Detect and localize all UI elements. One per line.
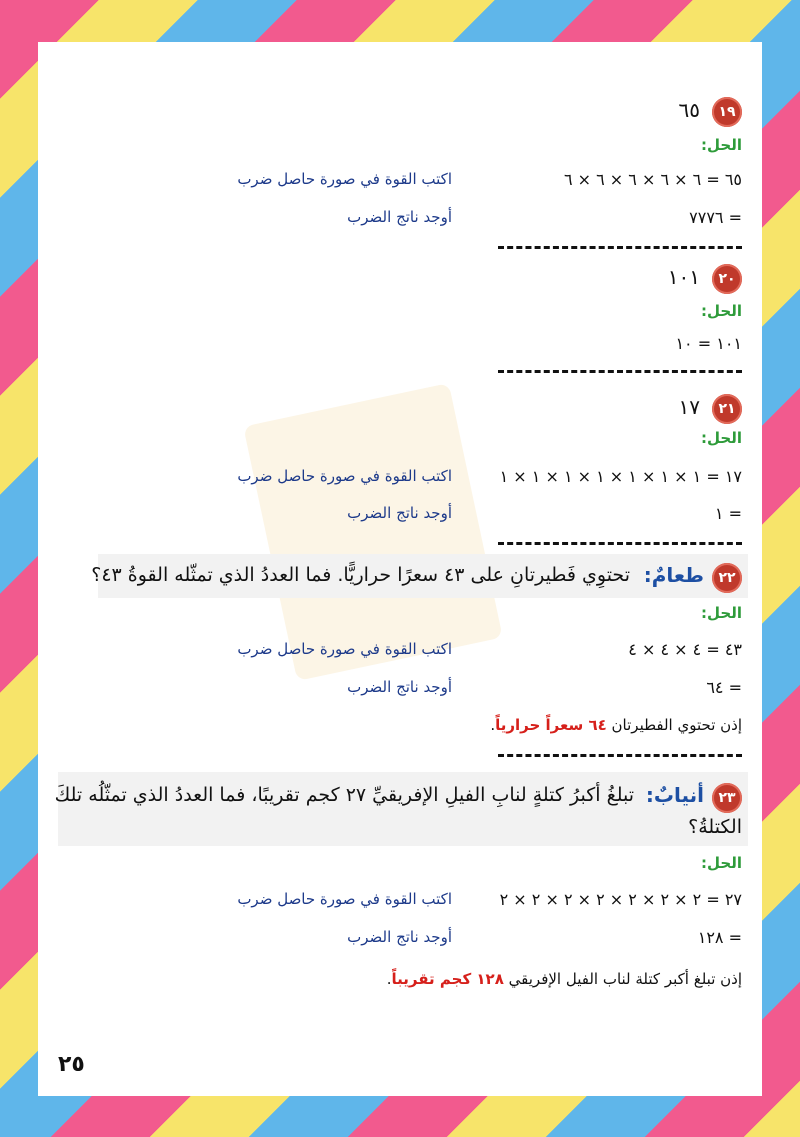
- separator-line: [498, 370, 742, 373]
- step-label: اكتب القوة في صورة حاصل ضرب: [237, 467, 452, 485]
- step-label: أوجد ناتج الضرب: [347, 208, 452, 226]
- problem-number-badge: [712, 563, 742, 593]
- problem-expression: ١٧: [678, 395, 700, 419]
- expanded-form: ٤٣ = ٤ × ٤ × ٤: [628, 640, 742, 659]
- solution-label: الحل:: [701, 604, 742, 622]
- watermark-logo: [243, 383, 502, 681]
- conclusion-value: ١٢٨ كجم تقريباً: [391, 970, 504, 988]
- problem-number-badge: [712, 264, 742, 294]
- problem-number: ٢٠: [718, 271, 736, 287]
- solution-label: الحل:: [701, 136, 742, 154]
- problem-number-badge: [712, 394, 742, 424]
- page-number: ٢٥: [58, 1052, 85, 1077]
- expanded-form: ١٧ = ١ × ١ × ١ × ١ × ١ × ١ × ١: [499, 467, 742, 486]
- solution-label: الحل:: [701, 429, 742, 447]
- step-label: اكتب القوة في صورة حاصل ضرب: [237, 640, 452, 658]
- separator-line: [498, 246, 742, 249]
- problem-topic: أنيابٌ:: [645, 783, 704, 807]
- step-label: اكتب القوة في صورة حاصل ضرب: [237, 170, 452, 188]
- product-result: = ٦٤: [706, 678, 742, 697]
- step-label: اكتب القوة في صورة حاصل ضرب: [237, 890, 452, 908]
- problem-number: ٢٣: [718, 790, 736, 806]
- problem-expression: ١٠١: [667, 265, 700, 289]
- conclusion-period: .: [386, 970, 392, 988]
- product-result: = ٧٧٧٦: [689, 208, 742, 227]
- problem-statement-continued: الكتلةُ؟: [688, 816, 742, 838]
- problem-expression: ٦٥: [678, 98, 700, 122]
- page-sheet: [38, 42, 762, 1096]
- problem-number: ٢٢: [718, 570, 736, 586]
- problem-number: ٢١: [718, 401, 736, 417]
- conclusion: [490, 716, 742, 734]
- solution-label: الحل:: [701, 854, 742, 872]
- problem-statement: تبلغُ أكبرُ كتلةٍ لنابِ الفيلِ الإفريقيِّ ٢٧ كجم تقريبًا، فما العددُ الذي تمثّلُه تلكَ: [54, 784, 634, 806]
- problem-topic: طعامٌ:: [643, 563, 704, 587]
- conclusion: [387, 970, 742, 988]
- separator-line: [498, 754, 742, 757]
- expanded-form: ٦٥ = ٦ × ٦ × ٦ × ٦ × ٦: [563, 170, 742, 189]
- conclusion-value: ٦٤ سعراً حرارياً: [495, 716, 607, 734]
- step-label: أوجد ناتج الضرب: [347, 504, 452, 522]
- problem-statement: تحتوِي فَطيرتانِ على ٤٣ سعرًا حراريًّا. فما العددُ الذي تمثّله القوةُ ٤٣؟: [91, 564, 630, 586]
- expanded-form: ٢٧ = ٢ × ٢ × ٢ × ٢ × ٢ × ٢ × ٢: [499, 890, 742, 909]
- problem-number-badge: [712, 783, 742, 813]
- expanded-form: ١٠١ = ١٠: [675, 334, 742, 353]
- step-label: أوجد ناتج الضرب: [347, 928, 452, 946]
- solution-label: الحل:: [701, 302, 742, 320]
- problem-number: ١٩: [718, 104, 736, 120]
- conclusion-text: إذن تحتوي الفطيرتان: [611, 716, 742, 734]
- conclusion-text: إذن تبلغ أكبر كتلة لناب الفيل الإفريقي: [508, 970, 742, 988]
- conclusion-period: .: [490, 716, 496, 734]
- separator-line: [498, 542, 742, 545]
- product-result: = ١٢٨: [697, 928, 742, 947]
- step-label: أوجد ناتج الضرب: [347, 678, 452, 696]
- product-result: = ١: [714, 504, 742, 523]
- problem-number-badge: [712, 97, 742, 127]
